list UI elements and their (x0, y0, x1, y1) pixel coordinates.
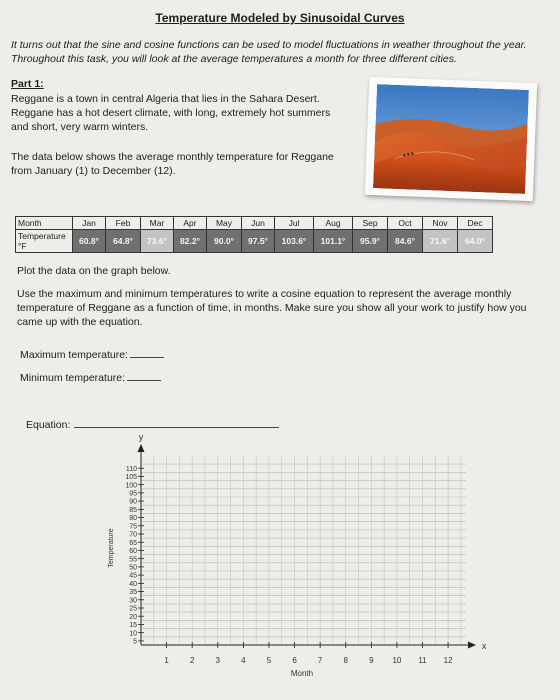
x-tick-label: 12 (443, 656, 453, 665)
x-tick-label: 2 (189, 656, 195, 665)
y-tick-label: 15 (129, 622, 137, 630)
month-cell: Sep (353, 217, 388, 230)
month-cell: Jun (242, 217, 275, 230)
part-label: Part 1: (11, 78, 44, 90)
month-cell: Jan (73, 217, 106, 230)
month-cell: Aug (314, 217, 353, 230)
x-tick-label: 10 (392, 656, 402, 665)
x-axis-letter: x (482, 641, 487, 651)
month-cell: Dec (458, 217, 493, 230)
y-tick-label: 65 (129, 539, 137, 547)
x-tick-label: 7 (317, 656, 323, 665)
x-axis-title: Month (290, 669, 314, 678)
maximum-temperature-line (20, 349, 164, 361)
y-tick-label: 105 (125, 474, 137, 482)
y-tick-label: 60 (129, 548, 137, 556)
town-description: Reggane is a town in central Algeria that lies in the Sahara Desert. Reggane has a hot desert climate, with long, extremely hot summers and short, very warm winters. (11, 93, 331, 133)
y-tick-label: 70 (129, 531, 137, 539)
temperature-cell: 90.0° (207, 230, 242, 253)
y-tick-label: 25 (129, 605, 137, 613)
x-tick-label: 9 (369, 656, 374, 665)
temperature-cell: 95.9° (353, 230, 388, 253)
x-tick-label: 8 (343, 656, 348, 665)
month-cell: Feb (106, 217, 141, 230)
y-tick-label: 110 (125, 465, 137, 473)
y-tick-label: 50 (129, 564, 137, 572)
sahara-desert-dunes-photo (373, 84, 529, 194)
equation-blank[interactable] (74, 427, 279, 428)
x-tick-label: 4 (241, 656, 246, 665)
y-axis-arrow (138, 444, 145, 452)
maximum-temperature-label: Maximum temperature: (20, 349, 128, 361)
y-tick-label: 75 (129, 523, 137, 531)
temperature-cell: 71.6° (423, 230, 458, 253)
temperature-cell: 97.5° (242, 230, 275, 253)
intro-paragraph: It turns out that the sine and cosine functions can be used to model fluctuations in weather throughout the year. Throughout this task, you will look at the average temperatures a month for three different cities. (11, 39, 527, 65)
y-tick-label: 95 (129, 490, 137, 498)
x-axis-arrow (468, 642, 476, 649)
temperature-row-header: Temperature °F (16, 230, 73, 253)
y-tick-label: 90 (129, 498, 137, 506)
x-tick-label: 5 (266, 656, 272, 665)
y-tick-label: 55 (129, 556, 137, 564)
y-tick-label: 10 (129, 630, 137, 638)
temperature-cell: 82.2° (174, 230, 207, 253)
y-tick-label: 85 (129, 506, 137, 514)
blank-graph[interactable] (0, 430, 560, 700)
x-tick-label: 6 (292, 656, 297, 665)
y-tick-label: 100 (125, 482, 137, 490)
temperature-cell: 101.1° (314, 230, 353, 253)
y-axis-title: Temperature (108, 528, 115, 568)
photo-frame (365, 77, 537, 201)
y-tick-label: 30 (129, 597, 137, 605)
temperature-cell: 103.6° (275, 230, 314, 253)
temperature-table (15, 216, 493, 253)
graph-grid (141, 456, 466, 645)
x-tick-label: 11 (418, 656, 427, 665)
equation-instruction: Use the maximum and minimum temperatures to write a cosine equation to represent the average monthly temperature of Reggane as a function of time, in months. Make sure you show all your work to justify how you came up with the equation. (17, 288, 527, 328)
temperature-cell: 73.6° (141, 230, 174, 253)
graph-axes (108, 432, 487, 678)
data-intro: The data below shows the average monthly temperature for Reggane from January (1) to December (12). (11, 151, 334, 177)
minimum-temperature-blank[interactable] (127, 380, 161, 381)
y-tick-label: 35 (129, 589, 137, 597)
minimum-temperature-line (20, 372, 161, 384)
maximum-temperature-blank[interactable] (130, 357, 164, 358)
temperature-cell: 64.8° (106, 230, 141, 253)
worksheet-title: Temperature Modeled by Sinusoidal Curves (155, 11, 405, 25)
x-tick-label: 1 (164, 656, 169, 665)
month-row-header: Month (16, 217, 73, 230)
y-tick-label: 45 (129, 572, 137, 580)
month-cell: Mar (141, 217, 174, 230)
equation-label: Equation: (26, 419, 71, 431)
y-tick-label: 40 (129, 580, 137, 588)
temperature-cell: 84.6° (388, 230, 423, 253)
plot-instruction: Plot the data on the graph below. (17, 265, 171, 277)
y-tick-label: 80 (129, 515, 137, 523)
x-tick-label: 3 (215, 656, 220, 665)
y-axis-letter: y (138, 432, 144, 442)
temperature-cell: 64.0° (458, 230, 493, 253)
minimum-temperature-label: Minimum temperature: (20, 372, 126, 384)
month-cell: Jul (275, 217, 314, 230)
temperature-cell: 60.8° (73, 230, 106, 253)
month-cell: Nov (423, 217, 458, 230)
month-cell: Oct (388, 217, 423, 230)
month-cell: Apr (174, 217, 207, 230)
month-cell: May (207, 217, 242, 230)
y-tick-label: 5 (133, 638, 137, 646)
y-tick-label: 20 (129, 613, 137, 621)
